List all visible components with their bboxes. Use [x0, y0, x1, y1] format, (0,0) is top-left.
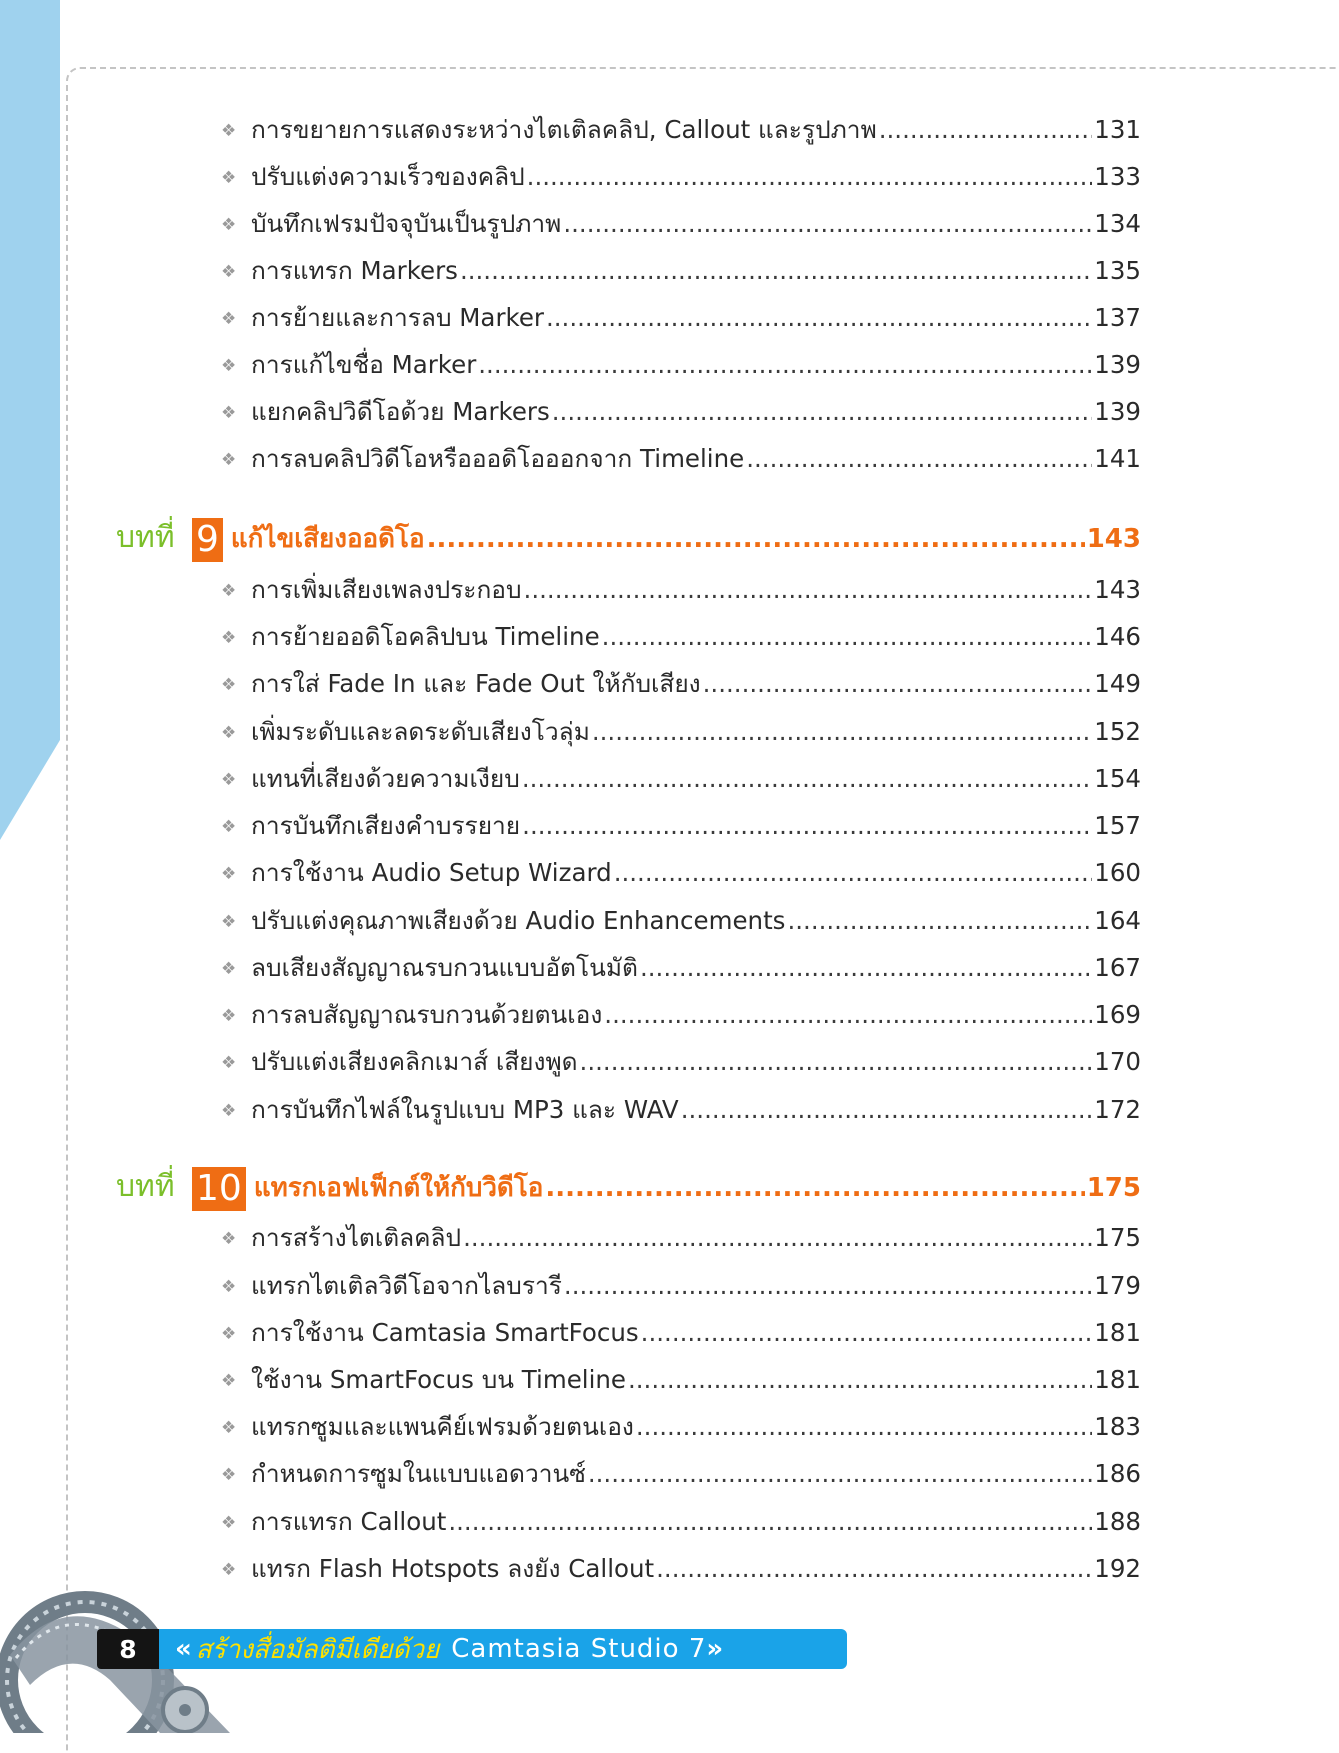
entry-title: แทนที่เสียงด้วยความเงียบ — [251, 764, 520, 793]
entry-page: 160 — [1094, 858, 1141, 887]
dot-leader — [628, 1365, 1092, 1394]
book-title-english: Camtasia Studio 7 — [451, 1634, 707, 1664]
dot-leader — [527, 162, 1093, 191]
toc-entry[interactable] — [221, 1502, 1141, 1538]
entry-title: กำหนดการซูมในแบบแอดวานซ์ — [251, 1459, 586, 1488]
entry-page: 149 — [1094, 669, 1141, 698]
diamond-bullet-icon: ❖ — [221, 817, 237, 837]
entry-title: การบันทึกไฟล์ในรูปแบบ MP3 และ WAV — [251, 1095, 679, 1124]
dot-leader — [478, 350, 1092, 379]
dot-leader — [522, 811, 1092, 840]
toc-entry[interactable] — [221, 901, 1141, 937]
entry-title: การเพิ่มเสียงเพลงประกอบ — [251, 575, 522, 604]
toc-entry[interactable] — [221, 439, 1141, 475]
dot-leader — [448, 1507, 1092, 1536]
entry-title: การแทรก Markers — [251, 256, 458, 285]
entry-page: 181 — [1094, 1365, 1141, 1394]
entry-title: ปรับแต่งคุณภาพเสียงด้วย Audio Enhancements — [251, 906, 786, 935]
diamond-bullet-icon: ❖ — [221, 723, 237, 743]
entry-page: 152 — [1094, 717, 1141, 746]
entry-title: บันทึกเฟรมปัจจุบันเป็นรูปภาพ — [251, 209, 562, 238]
dot-leader — [524, 575, 1093, 604]
diamond-bullet-icon: ❖ — [221, 309, 237, 329]
entry-page: 139 — [1094, 350, 1141, 379]
dot-leader — [641, 1318, 1093, 1347]
entry-page: 154 — [1094, 764, 1141, 793]
chapter-heading-10[interactable] — [116, 1163, 1141, 1209]
dot-leader — [460, 256, 1092, 285]
toc-entry[interactable] — [221, 664, 1141, 700]
footer-bar — [97, 1629, 847, 1669]
entry-title: แทรกซูมและแพนคีย์เฟรมด้วยตนเอง — [251, 1412, 634, 1441]
dot-leader — [602, 622, 1093, 651]
diamond-bullet-icon: ❖ — [221, 168, 237, 188]
diamond-bullet-icon: ❖ — [221, 1371, 237, 1391]
diamond-bullet-icon: ❖ — [221, 864, 237, 884]
chapter-title: แก้ไขเสียงออดิโอ — [230, 524, 425, 554]
dot-leader — [563, 209, 1092, 238]
toc-entry[interactable] — [221, 759, 1141, 795]
entry-page: 181 — [1094, 1318, 1141, 1347]
dot-leader — [588, 1459, 1092, 1488]
toc-entry[interactable] — [221, 345, 1141, 381]
entry-page: 146 — [1094, 622, 1141, 651]
entry-page: 137 — [1094, 303, 1141, 332]
diamond-bullet-icon: ❖ — [221, 959, 237, 979]
toc-entry[interactable] — [221, 1090, 1141, 1126]
toc-entry[interactable] — [221, 1042, 1141, 1078]
dot-leader — [564, 1271, 1092, 1300]
toc-entry[interactable] — [221, 392, 1141, 428]
entry-title: การใช้งาน Camtasia SmartFocus — [251, 1318, 639, 1347]
toc-entry[interactable] — [221, 712, 1141, 748]
diamond-bullet-icon: ❖ — [221, 1513, 237, 1533]
dot-leader — [427, 524, 1085, 554]
diamond-bullet-icon: ❖ — [221, 1101, 237, 1121]
entry-page: 186 — [1094, 1459, 1141, 1488]
toc-entry[interactable] — [221, 204, 1141, 240]
chapter-number-badge: 9 — [192, 518, 223, 562]
dot-leader — [552, 397, 1092, 426]
diamond-bullet-icon: ❖ — [221, 1006, 237, 1026]
page-number: 8 — [97, 1629, 159, 1669]
diamond-bullet-icon: ❖ — [221, 121, 237, 141]
dot-leader — [546, 303, 1092, 332]
toc-entry[interactable] — [221, 853, 1141, 889]
chapter-label: บทที่ — [116, 1169, 175, 1204]
entry-title: การย้ายและการลบ Marker — [251, 303, 544, 332]
toc-entry[interactable] — [221, 806, 1141, 842]
entry-title: แทรกไตเติลวิดีโอจากไลบรารี — [251, 1271, 562, 1300]
toc-entry[interactable] — [221, 1549, 1141, 1585]
chapter-heading-9[interactable] — [116, 514, 1141, 560]
diamond-bullet-icon: ❖ — [221, 912, 237, 932]
dot-leader — [636, 1412, 1092, 1441]
entry-title: แยกคลิปวิดีโอด้วย Markers — [251, 397, 550, 426]
diamond-bullet-icon: ❖ — [221, 1560, 237, 1580]
chapter-label: บทที่ — [116, 520, 175, 555]
entry-page: 170 — [1094, 1047, 1141, 1076]
toc-entry[interactable] — [221, 617, 1141, 653]
chapter-page: 175 — [1086, 1173, 1141, 1203]
diamond-bullet-icon: ❖ — [221, 581, 237, 601]
toc-entry[interactable] — [221, 298, 1141, 334]
entry-title: การบันทึกเสียงคำบรรยาย — [251, 811, 521, 840]
entry-title: เพิ่มระดับและลดระดับเสียงโวลุ่ม — [251, 717, 590, 746]
diamond-bullet-icon: ❖ — [221, 215, 237, 235]
dot-leader — [746, 444, 1092, 473]
toc-entry[interactable] — [221, 1313, 1141, 1349]
entry-title: ปรับแต่งความเร็วของคลิป — [251, 162, 525, 191]
diamond-bullet-icon: ❖ — [221, 675, 237, 695]
entry-title: การขยายการแสดงระหว่างไตเติลคลิป, Callout และรูปภาพ — [251, 115, 877, 144]
book-title-thai: สร้างสื่อมัลติมีเดียด้วย — [195, 1634, 440, 1665]
entry-title: การแทรก Callout — [251, 1507, 447, 1536]
entry-page: 175 — [1094, 1223, 1141, 1252]
entry-page: 164 — [1094, 906, 1141, 935]
toc-entry[interactable] — [221, 110, 1141, 146]
entry-title: การลบคลิปวิดีโอหรือออดิโอออกจาก Timeline — [251, 444, 745, 473]
diamond-bullet-icon: ❖ — [221, 1418, 237, 1438]
entry-title: การย้ายออดิโอคลิปบน Timeline — [251, 622, 600, 651]
diamond-bullet-icon: ❖ — [221, 1053, 237, 1073]
entry-page: 134 — [1094, 209, 1141, 238]
dot-leader — [681, 1095, 1093, 1124]
entry-page: 135 — [1094, 256, 1141, 285]
toc-entry[interactable] — [221, 570, 1141, 606]
entry-page: 143 — [1094, 575, 1141, 604]
entry-page: 133 — [1094, 162, 1141, 191]
chapter-number-badge: 10 — [192, 1167, 246, 1211]
toc-entry[interactable] — [221, 1454, 1141, 1490]
book-title — [159, 1629, 847, 1669]
dot-leader — [787, 906, 1092, 935]
diamond-bullet-icon: ❖ — [221, 1465, 237, 1485]
entry-title: แทรก Flash Hotspots ลงยัง Callout — [251, 1554, 655, 1583]
diamond-bullet-icon: ❖ — [221, 1277, 237, 1297]
diamond-bullet-icon: ❖ — [221, 450, 237, 470]
entry-title: การใส่ Fade In และ Fade Out ให้กับเสียง — [251, 669, 701, 698]
entry-page: 157 — [1094, 811, 1141, 840]
toc-entry[interactable] — [221, 1360, 1141, 1396]
entry-title: ลบเสียงสัญญาณรบกวนแบบอัตโนมัติ — [251, 953, 638, 982]
entry-page: 172 — [1094, 1095, 1141, 1124]
entry-title: การสร้างไตเติลคลิป — [251, 1223, 462, 1252]
diamond-bullet-icon: ❖ — [221, 770, 237, 790]
toc-entry[interactable] — [221, 251, 1141, 287]
entry-page: 141 — [1094, 444, 1141, 473]
entry-title: การใช้งาน Audio Setup Wizard — [251, 858, 612, 887]
diamond-bullet-icon: ❖ — [221, 262, 237, 282]
diamond-bullet-icon: ❖ — [221, 356, 237, 376]
entry-title: ปรับแต่งเสียงคลิกเมาส์ เสียงพูด — [251, 1047, 578, 1076]
dot-leader — [879, 115, 1093, 144]
toc-entry[interactable] — [221, 1407, 1141, 1443]
open-quote: « — [175, 1634, 192, 1664]
entry-title: การลบสัญญาณรบกวนด้วยตนเอง — [251, 1000, 603, 1029]
entry-page: 139 — [1094, 397, 1141, 426]
dot-leader — [604, 1000, 1092, 1029]
entry-page: 192 — [1094, 1554, 1141, 1583]
dot-leader — [463, 1223, 1092, 1252]
toc-entry[interactable] — [221, 157, 1141, 193]
dot-leader — [656, 1554, 1092, 1583]
entry-page: 167 — [1094, 953, 1141, 982]
dot-leader — [703, 669, 1093, 698]
diamond-bullet-icon: ❖ — [221, 1229, 237, 1249]
chapter-title: แทรกเอฟเฟ็กต์ให้กับวิดีโอ — [253, 1173, 544, 1203]
toc-entry[interactable] — [221, 1218, 1141, 1254]
chapter-page: 143 — [1086, 524, 1141, 554]
toc-entry[interactable] — [221, 1266, 1141, 1302]
entry-page: 131 — [1094, 115, 1141, 144]
dot-leader — [545, 1173, 1084, 1203]
entry-page: 188 — [1094, 1507, 1141, 1536]
entry-page: 169 — [1094, 1000, 1141, 1029]
diamond-bullet-icon: ❖ — [221, 1324, 237, 1344]
entry-page: 179 — [1094, 1271, 1141, 1300]
close-quote: » — [706, 1634, 724, 1664]
diamond-bullet-icon: ❖ — [221, 403, 237, 423]
dot-leader — [614, 858, 1093, 887]
entry-page: 183 — [1094, 1412, 1141, 1441]
dot-leader — [522, 764, 1092, 793]
toc-entry[interactable] — [221, 995, 1141, 1031]
diamond-bullet-icon: ❖ — [221, 628, 237, 648]
entry-title: ใช้งาน SmartFocus บน Timeline — [251, 1365, 626, 1394]
dot-leader — [580, 1047, 1093, 1076]
dot-leader — [640, 953, 1092, 982]
toc-entry[interactable] — [221, 948, 1141, 984]
dot-leader — [592, 717, 1092, 746]
entry-title: การแก้ไขชื่อ Marker — [251, 350, 477, 379]
